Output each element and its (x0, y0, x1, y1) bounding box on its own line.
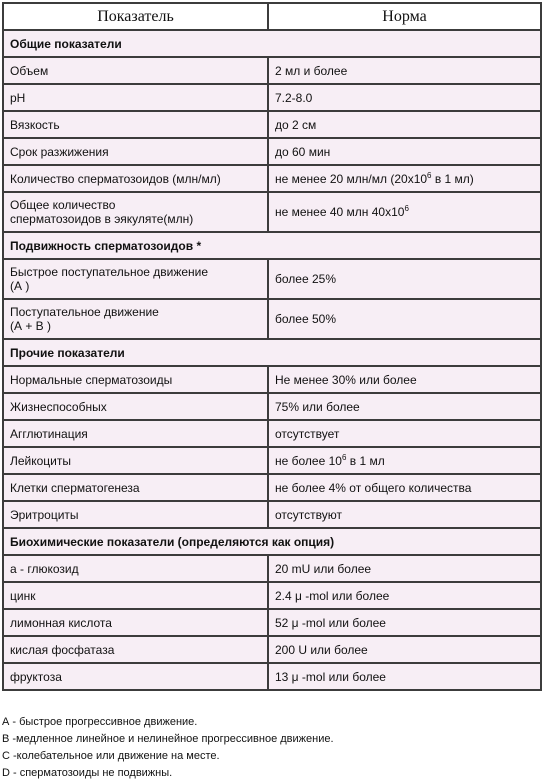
header-norm: Норма (268, 3, 541, 30)
row-name: цинк (3, 582, 268, 609)
table-row (3, 138, 541, 165)
table-row (3, 299, 541, 339)
row-norm (268, 192, 541, 232)
section-general (3, 30, 541, 57)
name-line: Поступательное движение (10, 305, 159, 319)
norm-text: не менее 20 млн/мл (20х10 (275, 171, 428, 186)
row-norm: 2.4 μ -mol или более (268, 582, 541, 609)
header-indicator: Показатель (3, 3, 268, 30)
row-norm: не более 4% от общего количества (268, 474, 541, 501)
name-line: Быстрое поступательное движение (10, 265, 209, 279)
row-name: Жизнеспособных (3, 393, 268, 420)
row-norm: Не менее 30% или более (268, 366, 541, 393)
row-norm: отсутствуют (268, 501, 541, 528)
section-title: Биохимические показатели (определяются как опция) (3, 528, 541, 555)
row-norm: 20 mU или более (268, 555, 541, 582)
section-title: Прочие показатели (3, 339, 541, 366)
table-row (3, 663, 541, 690)
name-line: сперматозоидов в эякуляте(млн) (10, 212, 194, 226)
footnotes (2, 714, 334, 782)
table-row (3, 192, 541, 232)
table-row (3, 420, 541, 447)
section-title: Подвижность сперматозоидов * (3, 232, 541, 259)
row-name (3, 299, 268, 339)
exponent: 6 (427, 170, 432, 180)
norms-table (2, 2, 542, 691)
footnote: А - быстрое прогрессивное движение. (2, 716, 198, 728)
row-norm: до 60 мин (268, 138, 541, 165)
row-norm: более 25% (268, 259, 541, 299)
row-name: лимонная кислота (3, 609, 268, 636)
row-name (3, 192, 268, 232)
footnote: С -колебательное или движение на месте. (2, 750, 220, 762)
table-row (3, 57, 541, 84)
row-norm: 200 U или более (268, 636, 541, 663)
section-biochem (3, 528, 541, 555)
table-row (3, 501, 541, 528)
table-row (3, 636, 541, 663)
row-name: Вязкость (3, 111, 268, 138)
row-norm: 52 μ -mol или более (268, 609, 541, 636)
row-name: кислая фосфатаза (3, 636, 268, 663)
exponent: 6 (341, 452, 347, 462)
table-header-row (3, 3, 541, 30)
table-row (3, 165, 541, 192)
table-row (3, 84, 541, 111)
row-name: фруктоза (3, 663, 268, 690)
row-name: Нормальные сперматозоиды (3, 366, 268, 393)
section-motility (3, 232, 541, 259)
name-line: (А ) (10, 279, 30, 293)
row-norm: 75% или более (268, 393, 541, 420)
table-row (3, 582, 541, 609)
row-norm: 13 μ -mol или более (268, 663, 541, 690)
row-name: pH (3, 84, 268, 111)
exponent: 6 (404, 204, 409, 213)
table-row (3, 259, 541, 299)
row-norm: отсутствует (268, 420, 541, 447)
row-norm: 2 мл и более (268, 57, 541, 84)
row-name (3, 259, 268, 299)
footnote: В -медленное линейное и нелинейное прогрессивное движение. (2, 733, 334, 745)
name-line: Общее количество (10, 198, 116, 212)
norm-text: в 1 мл (346, 453, 385, 468)
table-row (3, 555, 541, 582)
table-row (3, 447, 541, 474)
row-norm: до 2 см (268, 111, 541, 138)
section-title: Общие показатели (3, 30, 541, 57)
row-name: Количество сперматозоидов (млн/мл) (3, 165, 268, 192)
table-row (3, 366, 541, 393)
table-row (3, 111, 541, 138)
table-row (3, 474, 541, 501)
norm-text: в 1 мл) (431, 171, 474, 186)
section-other (3, 339, 541, 366)
row-name: Объем (3, 57, 268, 84)
row-name: Срок разжижения (3, 138, 268, 165)
row-name: Лейкоциты (3, 447, 268, 474)
row-norm (268, 165, 541, 192)
row-norm (268, 447, 541, 474)
row-name: Эритроциты (3, 501, 268, 528)
footnote: D - сперматозоиды не подвижны. (2, 767, 173, 779)
norm-text: не менее 40 млн 40х10 (275, 205, 405, 219)
norm-text: не более 10 (275, 453, 342, 468)
row-name: а - глюкозид (3, 555, 268, 582)
table-row (3, 393, 541, 420)
row-name: Агглютинация (3, 420, 268, 447)
row-norm: 7.2-8.0 (268, 84, 541, 111)
table-row (3, 609, 541, 636)
row-name: Клетки сперматогенеза (3, 474, 268, 501)
row-norm: более 50% (268, 299, 541, 339)
name-line: (А + В ) (10, 319, 52, 333)
